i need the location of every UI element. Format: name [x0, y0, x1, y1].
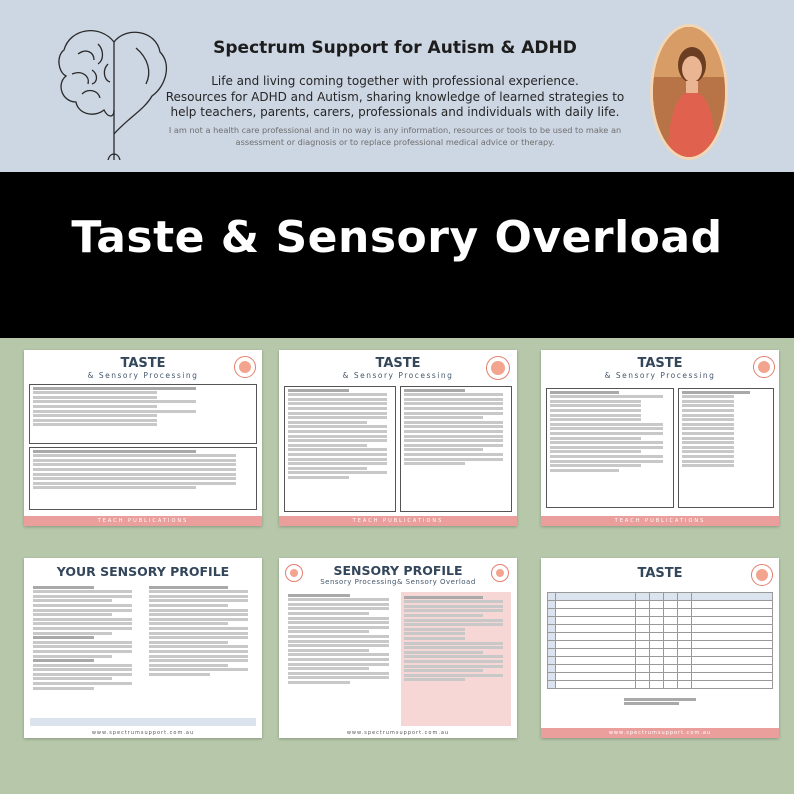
preview-card-your-sensory-profile: [24, 558, 262, 738]
tagline-line: Life and living coming together with professional experience.: [211, 74, 579, 88]
preview-card-taste-2: [279, 350, 517, 526]
note-strip: [30, 718, 256, 726]
card-title: YOUR SENSORY PROFILE: [56, 564, 230, 579]
worksheet-box: [284, 386, 396, 512]
card-title: TASTE: [120, 356, 166, 371]
banner-title: Taste & Sensory Overload: [71, 212, 723, 263]
card-subtitle: Sensory Processing& Sensory Overload: [320, 578, 476, 586]
tongue-icon: [751, 564, 773, 586]
preview-card-taste-1: [24, 350, 262, 526]
disclaimer: [150, 124, 640, 148]
tongue-icon: [234, 356, 256, 378]
site-header: [0, 0, 794, 172]
card-footer: TEACH PUBLICATIONS: [24, 516, 262, 526]
card-footer: TEACH PUBLICATIONS: [541, 516, 779, 526]
sensory-score-table: [547, 592, 773, 689]
worksheet-box: [678, 388, 774, 508]
tagline-line: help teachers, parents, carers, professionals and individuals with daily life.: [170, 105, 620, 119]
worksheet-box: [546, 388, 674, 508]
card-footer: TEACH PUBLICATIONS: [279, 516, 517, 526]
tongue-icon: [753, 356, 775, 378]
tongue-icon: [486, 356, 510, 380]
card-footer-web: www.spectrumsupport.com.au: [346, 730, 450, 736]
card-subtitle: & Sensory Processing: [87, 371, 199, 380]
card-footer-web: www.spectrumsupport.com.au: [91, 730, 195, 736]
disclaimer-line: I am not a health care professional and in no way is any information, resources or tools to be used to make an: [168, 125, 622, 135]
worksheet-box: [29, 384, 257, 444]
worksheet-box: [400, 386, 512, 512]
author-avatar: [650, 24, 728, 160]
portrait-icon: [653, 27, 728, 160]
tagline: [150, 74, 640, 121]
card-title: TASTE: [637, 356, 683, 371]
card-title: TASTE: [637, 566, 683, 581]
worksheet-box: [29, 447, 257, 510]
tagline-line: Resources for ADHD and Autism, sharing knowledge of learned strategies to: [165, 89, 625, 104]
card-subtitle: & Sensory Processing: [604, 371, 716, 380]
card-footer-web: www.spectrumsupport.com.au: [541, 728, 779, 738]
brand-title: Spectrum Support for Autism & ADHD: [213, 38, 577, 58]
preview-card-taste-3: [541, 350, 779, 526]
highlight-panel: [401, 592, 511, 726]
card-subtitle: & Sensory Processing: [342, 371, 454, 380]
preview-card-taste-table: [541, 558, 779, 738]
title-banner: [0, 172, 794, 338]
card-title: SENSORY PROFILE: [333, 563, 463, 578]
disclaimer-line: assessment or diagnosis or to replace professional medical advice or therapy.: [235, 137, 555, 147]
preview-card-sensory-profile: [279, 558, 517, 738]
card-title: TASTE: [375, 356, 421, 371]
